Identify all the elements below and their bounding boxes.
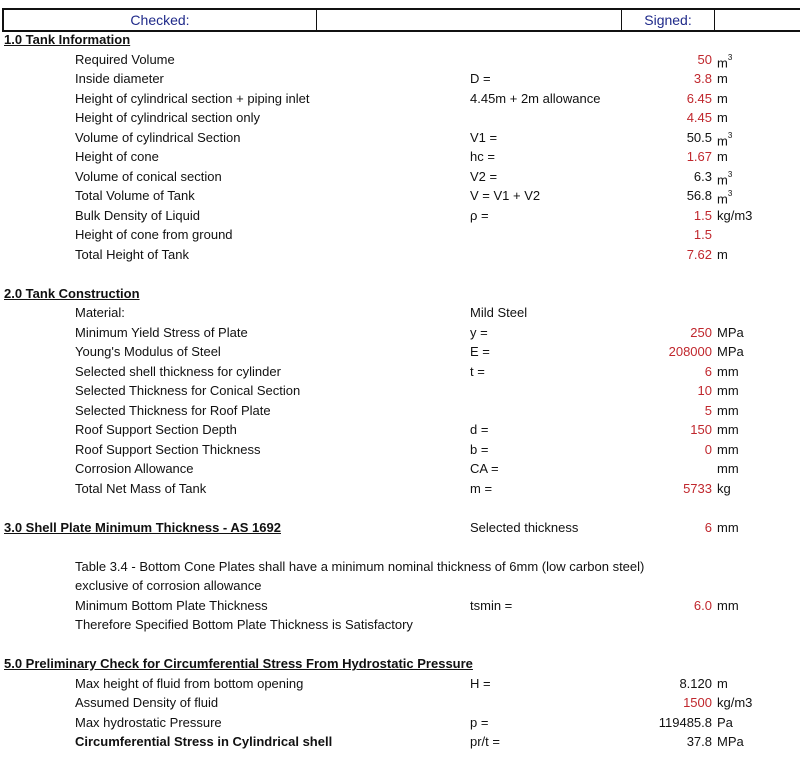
unit-label [717,401,739,421]
unit-text: mm [717,383,739,398]
table-row [0,50,800,70]
cell-value[interactable]: 7.62 [686,246,712,262]
unit-text: mm [717,441,739,457]
row-label: Total Height of Tank [75,246,189,262]
unit-label [717,440,739,460]
row-label: Circumferential Stress in Cylindrical shell [75,734,333,749]
row-label: Height of cone from ground [75,227,233,242]
calculation-sheet [0,30,800,752]
section-title: 5.0 Preliminary Check for Circumferential Stress From Hydrostatic Pressure [4,656,473,671]
unit-label [717,674,728,694]
row-label: Young's Modulus of Steel [75,344,221,359]
cell-value[interactable]: 50.5 [686,129,712,145]
unit-text: mm [717,363,739,379]
blank-row [0,635,800,655]
table-row [0,167,800,187]
row-label: Roof Support Section Thickness [75,441,261,457]
unit-label [717,362,739,382]
table-row [0,420,800,440]
row-label: Volume of cylindrical Section [75,129,241,145]
row-label: Assumed Density of fluid [75,695,219,710]
blank-row [0,537,800,557]
row-symbol: tsmin = [470,597,513,613]
row-label: Minimum Bottom Plate Thickness [75,597,268,613]
unit-exponent: 3 [727,189,733,198]
row-label: Max hydrostatic Pressure [75,714,222,730]
unit-text: Pa [717,714,733,730]
table-row [0,69,800,89]
row-label: Selected shell thickness for cylinder [75,363,281,379]
cell-value[interactable]: 5 [704,402,712,418]
row-label: Roof Support Section Depth [75,422,237,437]
unit-label [717,147,728,167]
table-row [0,381,800,401]
signed-label: Signed: [622,10,715,30]
unit-text: m [717,191,728,207]
row-label: Height of cone [75,149,159,164]
cell-value[interactable]: 8.120 [679,675,712,691]
blank-row [0,498,800,518]
section-title: 3.0 Shell Plate Minimum Thickness - AS 1692 [4,519,281,535]
table-row [0,89,800,109]
unit-label [717,342,744,362]
row-label: Table 3.4 - Bottom Cone Plates shall have a minimum nominal thickness of 6mm (low carbon steel) [75,558,645,574]
table-row [0,108,800,128]
cell-value[interactable]: 6.45 [686,90,712,106]
unit-text: MPa [717,344,744,359]
unit-text: kg [717,480,731,496]
table-row [0,674,800,694]
section-heading-row [0,284,800,304]
checked-field[interactable] [317,10,622,30]
unit-text: m [717,110,728,125]
unit-label [717,479,731,499]
cell-value[interactable]: 37.8 [686,734,712,749]
table-row [0,459,800,479]
unit-text: m [717,90,728,106]
table-row [0,128,800,148]
row-label: Corrosion Allowance [75,461,194,476]
signoff-header [2,8,800,32]
unit-label [717,732,744,752]
row-symbol: t = [470,363,485,379]
unit-text: m [717,54,728,70]
row-symbol: b = [470,441,489,457]
row-symbol: D = [470,71,491,86]
row-label: Minimum Yield Stress of Plate [75,324,248,340]
row-label: Height of cylindrical section only [75,110,260,125]
checked-label: Checked: [4,10,317,30]
table-row [0,557,800,577]
table-row [0,245,800,265]
row-label: Therefore Specified Bottom Plate Thickness is Satisfactory [75,617,413,632]
unit-text: mm [717,402,739,418]
unit-text: mm [717,519,739,535]
cell-value[interactable]: 208000 [668,344,712,359]
row-symbol: V = V1 + V2 [470,188,541,203]
cell-value[interactable]: 250 [690,324,712,340]
row-symbol: V1 = [470,129,498,145]
unit-exponent: 3 [727,130,733,140]
row-symbol: hc = [470,149,495,164]
table-row [0,440,800,460]
unit-label [717,693,752,713]
unit-label [717,323,744,343]
row-symbol: p = [470,714,489,730]
table-row [0,713,800,733]
row-label: Selected Thickness for Roof Plate [75,402,271,418]
table-row [0,225,800,245]
table-row [0,693,800,713]
unit-label [717,245,728,265]
unit-text: m [717,171,728,187]
cell-value[interactable]: 1.5 [693,227,712,242]
unit-text: mm [717,597,739,613]
section-heading-row [0,654,800,674]
table-row [0,186,800,206]
unit-label [717,459,739,479]
unit-text: kg/m3 [717,207,753,223]
unit-text: m [717,149,728,164]
row-symbol: V2 = [470,168,498,184]
cell-value[interactable]: 119485.8 [658,714,712,730]
cell-value[interactable]: 6 [704,363,712,379]
row-symbol: CA = [470,461,499,476]
unit-text: MPa [717,324,744,340]
cell-value[interactable]: 1.5 [693,207,712,223]
table-row [0,147,800,167]
unit-text: m [717,246,728,262]
unit-text: m [717,132,728,148]
cell-value[interactable]: 50 [697,51,712,67]
table-row [0,401,800,421]
row-symbol: 4.45m + 2m allowance [470,90,601,106]
row-symbol: pr/t = [470,734,500,749]
cell-value[interactable]: 4.45 [686,110,712,125]
row-symbol: ρ = [470,207,489,223]
unit-text: MPa [717,734,744,749]
unit-text: m [717,675,728,691]
row-label: Selected Thickness for Conical Section [75,383,301,398]
table-row [0,362,800,382]
cell-value[interactable]: 150 [690,422,712,437]
blank-row [0,264,800,284]
row-label: Material: [75,305,125,320]
unit-text: m [717,71,728,86]
table-row [0,596,800,616]
row-symbol: y = [470,324,488,340]
table-row [0,342,800,362]
row-label: Inside diameter [75,71,164,86]
unit-exponent: 3 [727,169,733,179]
unit-label [717,69,728,89]
row-label: Total Volume of Tank [75,188,195,203]
section-title: 1.0 Tank Information [4,32,131,47]
unit-label [717,518,739,538]
section-heading-row [0,30,800,50]
cell-value[interactable]: 5733 [683,480,712,496]
table-row [0,206,800,226]
unit-label [717,108,728,128]
unit-label [717,381,739,401]
cell-value[interactable]: 6.0 [693,597,712,613]
unit-text: mm [717,422,739,437]
table-row [0,479,800,499]
unit-label [717,89,728,109]
cell-value[interactable]: 6.3 [693,168,712,184]
cell-value[interactable]: 6 [704,519,712,535]
cell-value[interactable]: 1500 [683,695,712,710]
unit-label [717,596,739,616]
row-symbol: m = [470,480,493,496]
section-title: 2.0 Tank Construction [4,285,140,301]
table-row [0,615,800,635]
cell-value[interactable]: 0 [704,441,712,457]
row-label: Volume of conical section [75,168,222,184]
row-symbol: d = [470,422,489,437]
row-label: exclusive of corrosion allowance [75,578,262,593]
unit-label [717,206,752,226]
section-heading-row [0,518,800,538]
unit-exponent: 3 [727,52,733,62]
row-label: Height of cylindrical section + piping inlet [75,90,310,106]
row-label: Required Volume [75,51,175,67]
unit-label [717,713,733,733]
row-symbol: E = [470,344,490,359]
unit-label [717,420,739,440]
cell-value[interactable]: 1.67 [686,149,712,164]
signed-field[interactable] [715,10,800,30]
cell-value[interactable]: 56.8 [686,188,712,203]
cell-value[interactable]: 10 [697,383,712,398]
row-symbol: Mild Steel [470,305,528,320]
row-label: Total Net Mass of Tank [75,480,207,496]
row-label: Max height of fluid from bottom opening [75,675,304,691]
cell-value[interactable]: 3.8 [693,71,712,86]
unit-text: mm [717,461,739,476]
table-row [0,303,800,323]
row-label: Bulk Density of Liquid [75,207,201,223]
table-row [0,576,800,596]
table-row [0,732,800,752]
row-symbol: Selected thickness [470,519,579,535]
row-symbol: H = [470,675,491,691]
unit-text: kg/m3 [717,695,753,710]
table-row [0,323,800,343]
